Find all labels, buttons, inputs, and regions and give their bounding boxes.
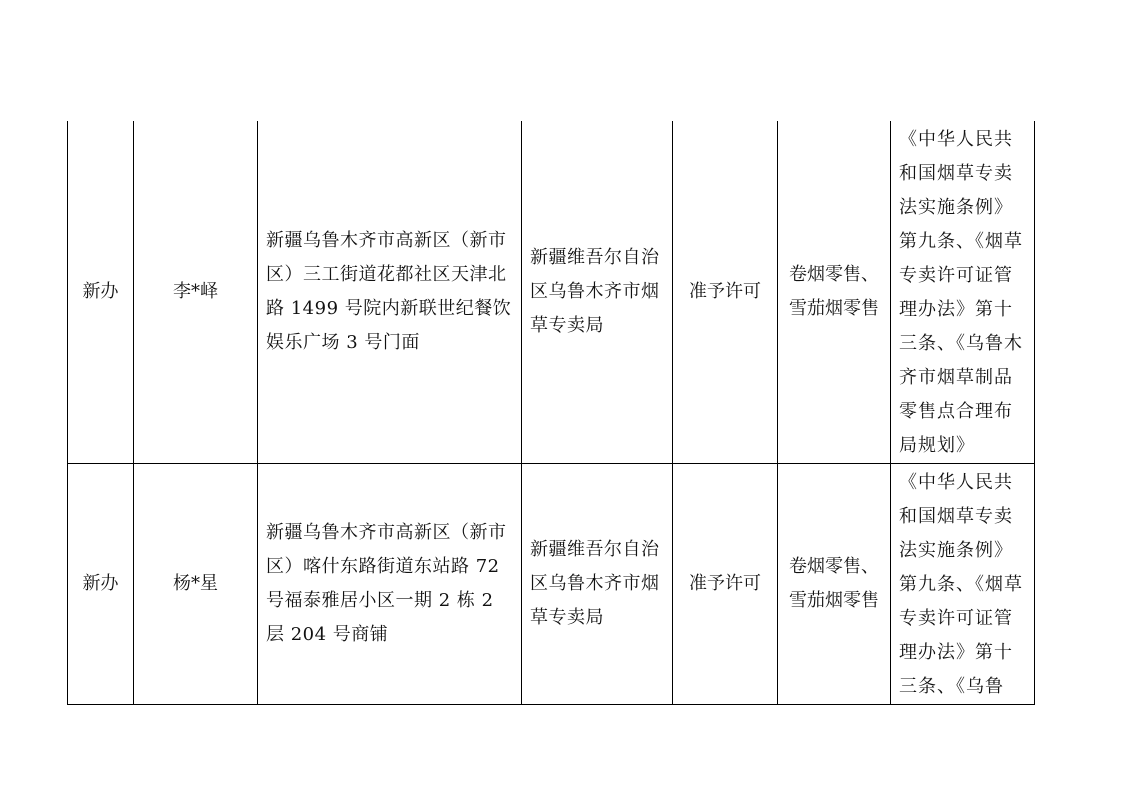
legal-basis-cell [891,121,1035,464]
decision-cell [673,464,778,705]
decision: 准予许可 [689,573,761,594]
decision: 准予许可 [689,281,761,302]
business-scope: 卷烟零售、雪茄烟零售 [789,556,879,611]
business-address-cell [258,121,522,464]
business-address-cell [258,464,522,705]
applicant-name-cell [134,121,258,464]
business-address: 新疆乌鲁木齐市高新区（新市区）三工街道花都社区天津北路 1499 号院内新联世纪餐饮娱乐广场 3 号门面 [266,230,512,353]
business-scope: 卷烟零售、雪茄烟零售 [789,264,879,319]
business-address: 新疆乌鲁木齐市高新区（新市区）喀什东路街道东站路 72 号福泰雅居小区一期 2 栋 2 层 204 号商铺 [266,522,507,645]
legal-basis: 《中华人民共和国烟草专卖法实施条例》第九条、《烟草专卖许可证管理办法》第十三条、《乌鲁 [899,472,1023,697]
applicant-name-cell [134,464,258,705]
license-table [67,121,1035,705]
issuing-authority-cell [522,121,673,464]
issuing-authority-cell [522,464,673,705]
issuing-authority: 新疆维吾尔自治区乌鲁木齐市烟草专卖局 [530,539,660,628]
table-row [68,464,1035,705]
applicant-name: 李*峄 [173,281,218,302]
business-scope-cell [778,121,891,464]
issuing-authority: 新疆维吾尔自治区乌鲁木齐市烟草专卖局 [530,247,660,336]
application-type: 新办 [82,573,119,594]
application-type: 新办 [82,281,119,302]
legal-basis-cell [891,464,1035,705]
decision-cell [673,121,778,464]
legal-basis: 《中华人民共和国烟草专卖法实施条例》第九条、《烟草专卖许可证管理办法》第十三条、《乌鲁木齐市烟草制品零售点合理布局规划》 [899,129,1023,456]
applicant-name: 杨*星 [173,573,218,594]
application-type-cell [68,464,134,705]
table-row [68,121,1035,464]
application-type-cell [68,121,134,464]
business-scope-cell [778,464,891,705]
